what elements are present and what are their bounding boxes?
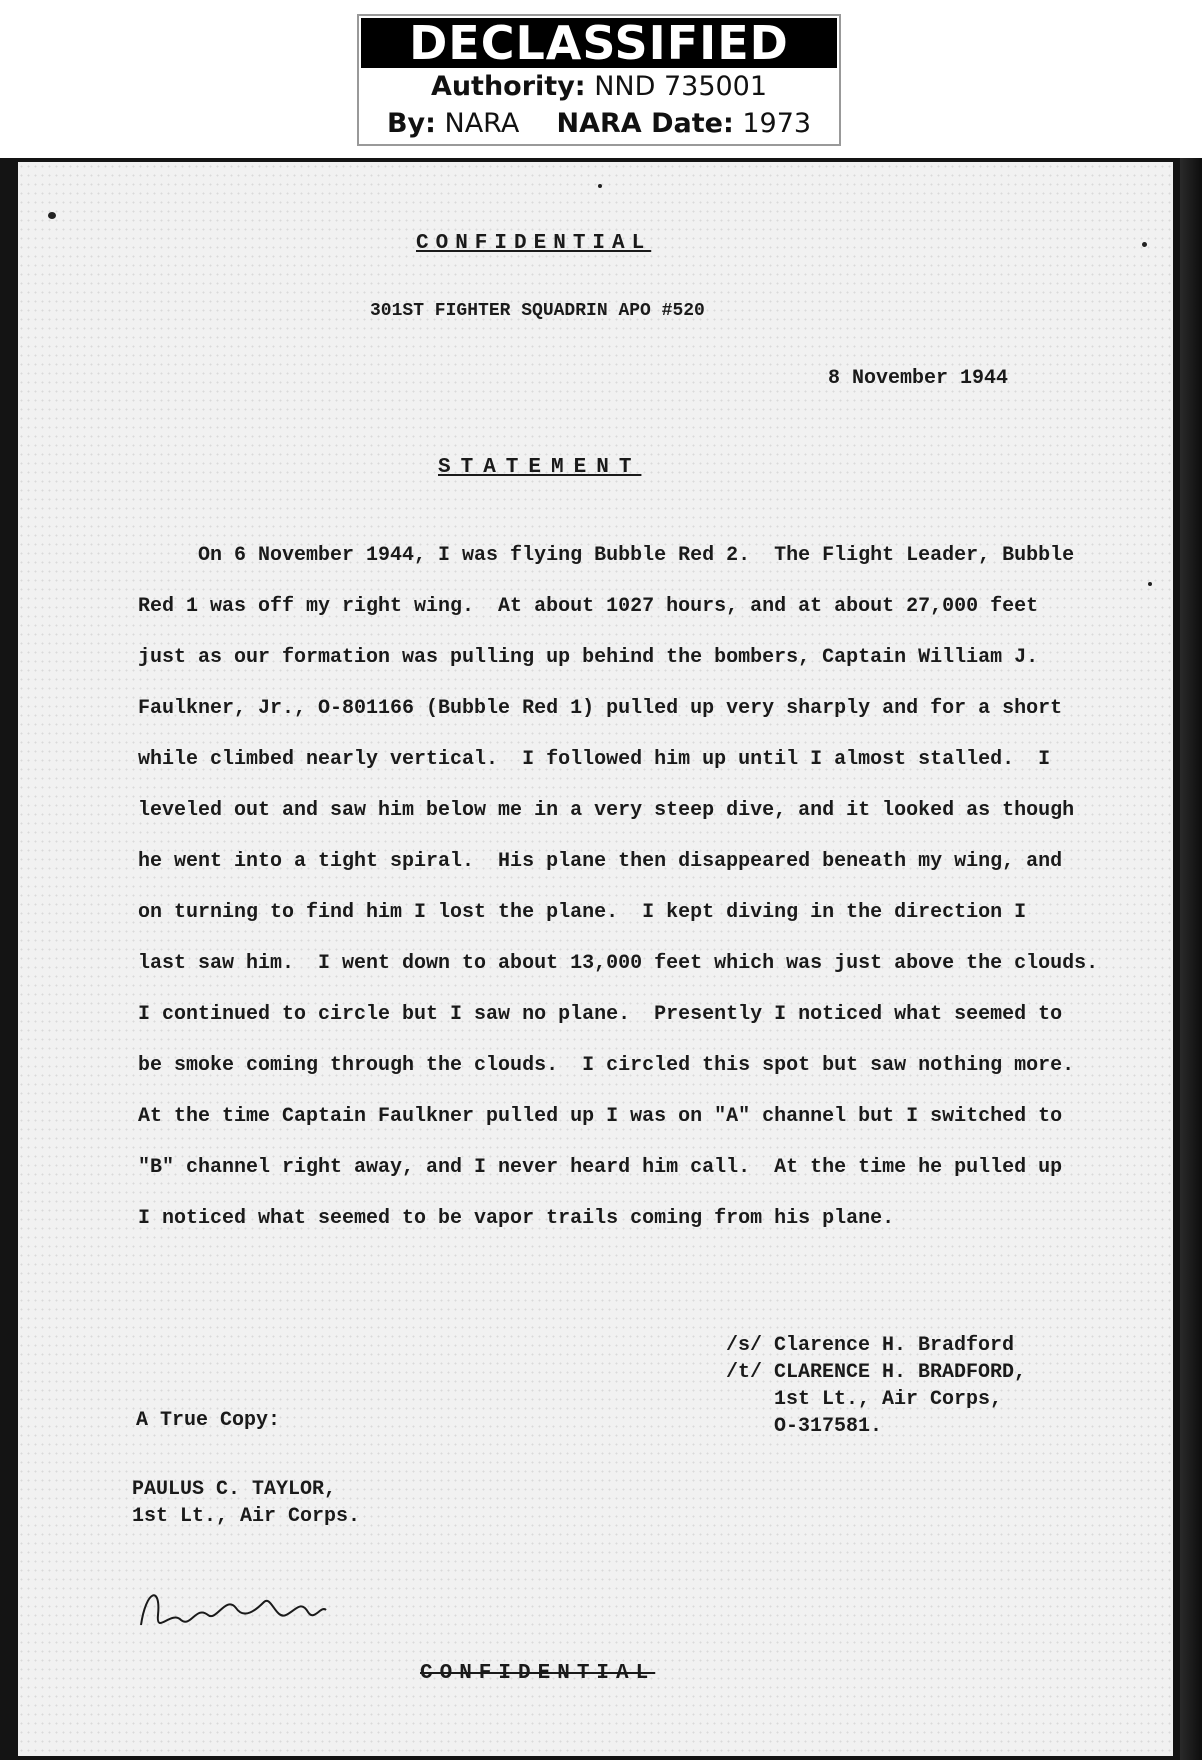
scan-frame <box>0 158 1202 1760</box>
stamp-date-label: NARA Date: <box>556 108 734 139</box>
ink-speck <box>48 212 56 219</box>
body-line: leveled out and saw him below me in a very steep dive, and it looked as though <box>138 799 1075 822</box>
body-line: on turning to find him I lost the plane. I kept diving in the direction I <box>138 901 1027 924</box>
ink-speck <box>1148 582 1152 586</box>
true-copy-signer <box>132 1476 360 1530</box>
body-line: last saw him. I went down to about 13,000 feet which was just above the clouds. <box>138 952 1099 975</box>
true-copy-label: A True Copy: <box>136 1409 281 1432</box>
signer-signed-line: /s/ Clarence H. Bradford <box>726 1334 1015 1357</box>
handwritten-signature <box>136 1580 336 1650</box>
unit-header: 301ST FIGHTER SQUADRIN APO #520 <box>370 301 705 321</box>
body-line: On 6 November 1944, I was flying Bubble Red 2. The Flight Leader, Bubble <box>138 544 1075 567</box>
body-line: Faulkner, Jr., O-801166 (Bubble Red 1) pulled up very sharply and for a short <box>138 697 1063 720</box>
classification-top: CONFIDENTIAL <box>416 232 652 255</box>
stamp-by-label: By: <box>386 108 436 139</box>
document-heading: STATEMENT <box>438 456 642 479</box>
declassified-stamp <box>357 14 841 146</box>
true-copy-name: PAULUS C. TAYLOR, <box>132 1478 337 1501</box>
classification-bottom: CONFIDENTIAL <box>420 1662 656 1685</box>
body-line: "B" channel right away, and I never heard him call. At the time he pulled up <box>138 1156 1063 1179</box>
body-line: I continued to circle but I saw no plane. Presently I noticed what seemed to <box>138 1003 1063 1026</box>
true-copy-rank: 1st Lt., Air Corps. <box>132 1505 361 1528</box>
body-line: At the time Captain Faulkner pulled up I was on "A" channel but I switched to <box>138 1105 1063 1128</box>
body-line: just as our formation was pulling up behind the bombers, Captain William J. <box>138 646 1039 669</box>
body-line: Red 1 was off my right wing. At about 1027 hours, and at about 27,000 feet <box>138 595 1039 618</box>
document-date: 8 November 1944 <box>828 367 1009 390</box>
stamp-by-value: NARA <box>444 108 520 139</box>
document-page <box>18 162 1173 1756</box>
stamp-by-line <box>359 105 839 142</box>
signer-serial: O-317581. <box>774 1415 883 1438</box>
statement-body <box>138 530 1118 1244</box>
stamp-date-value: 1973 <box>742 108 812 139</box>
body-line: while climbed nearly vertical. I followed him up until I almost stalled. I <box>138 748 1051 771</box>
signer-block <box>726 1332 1026 1440</box>
stamp-authority-label: Authority: <box>430 71 586 102</box>
body-line: be smoke coming through the clouds. I circled this spot but saw nothing more. <box>138 1054 1075 1077</box>
signer-typed-line: /t/ CLARENCE H. BRADFORD, <box>726 1361 1027 1384</box>
ink-speck <box>598 184 602 188</box>
scan-edge <box>1180 158 1202 1760</box>
stamp-authority-value: NND 735001 <box>594 71 768 102</box>
ink-speck <box>1142 242 1147 247</box>
stamp-authority-line <box>359 68 839 105</box>
body-line: he went into a tight spiral. His plane then disappeared beneath my wing, and <box>138 850 1063 873</box>
stamp-title: DECLASSIFIED <box>361 18 837 68</box>
signer-rank: 1st Lt., Air Corps, <box>774 1388 1003 1411</box>
body-line: I noticed what seemed to be vapor trails coming from his plane. <box>138 1207 895 1230</box>
